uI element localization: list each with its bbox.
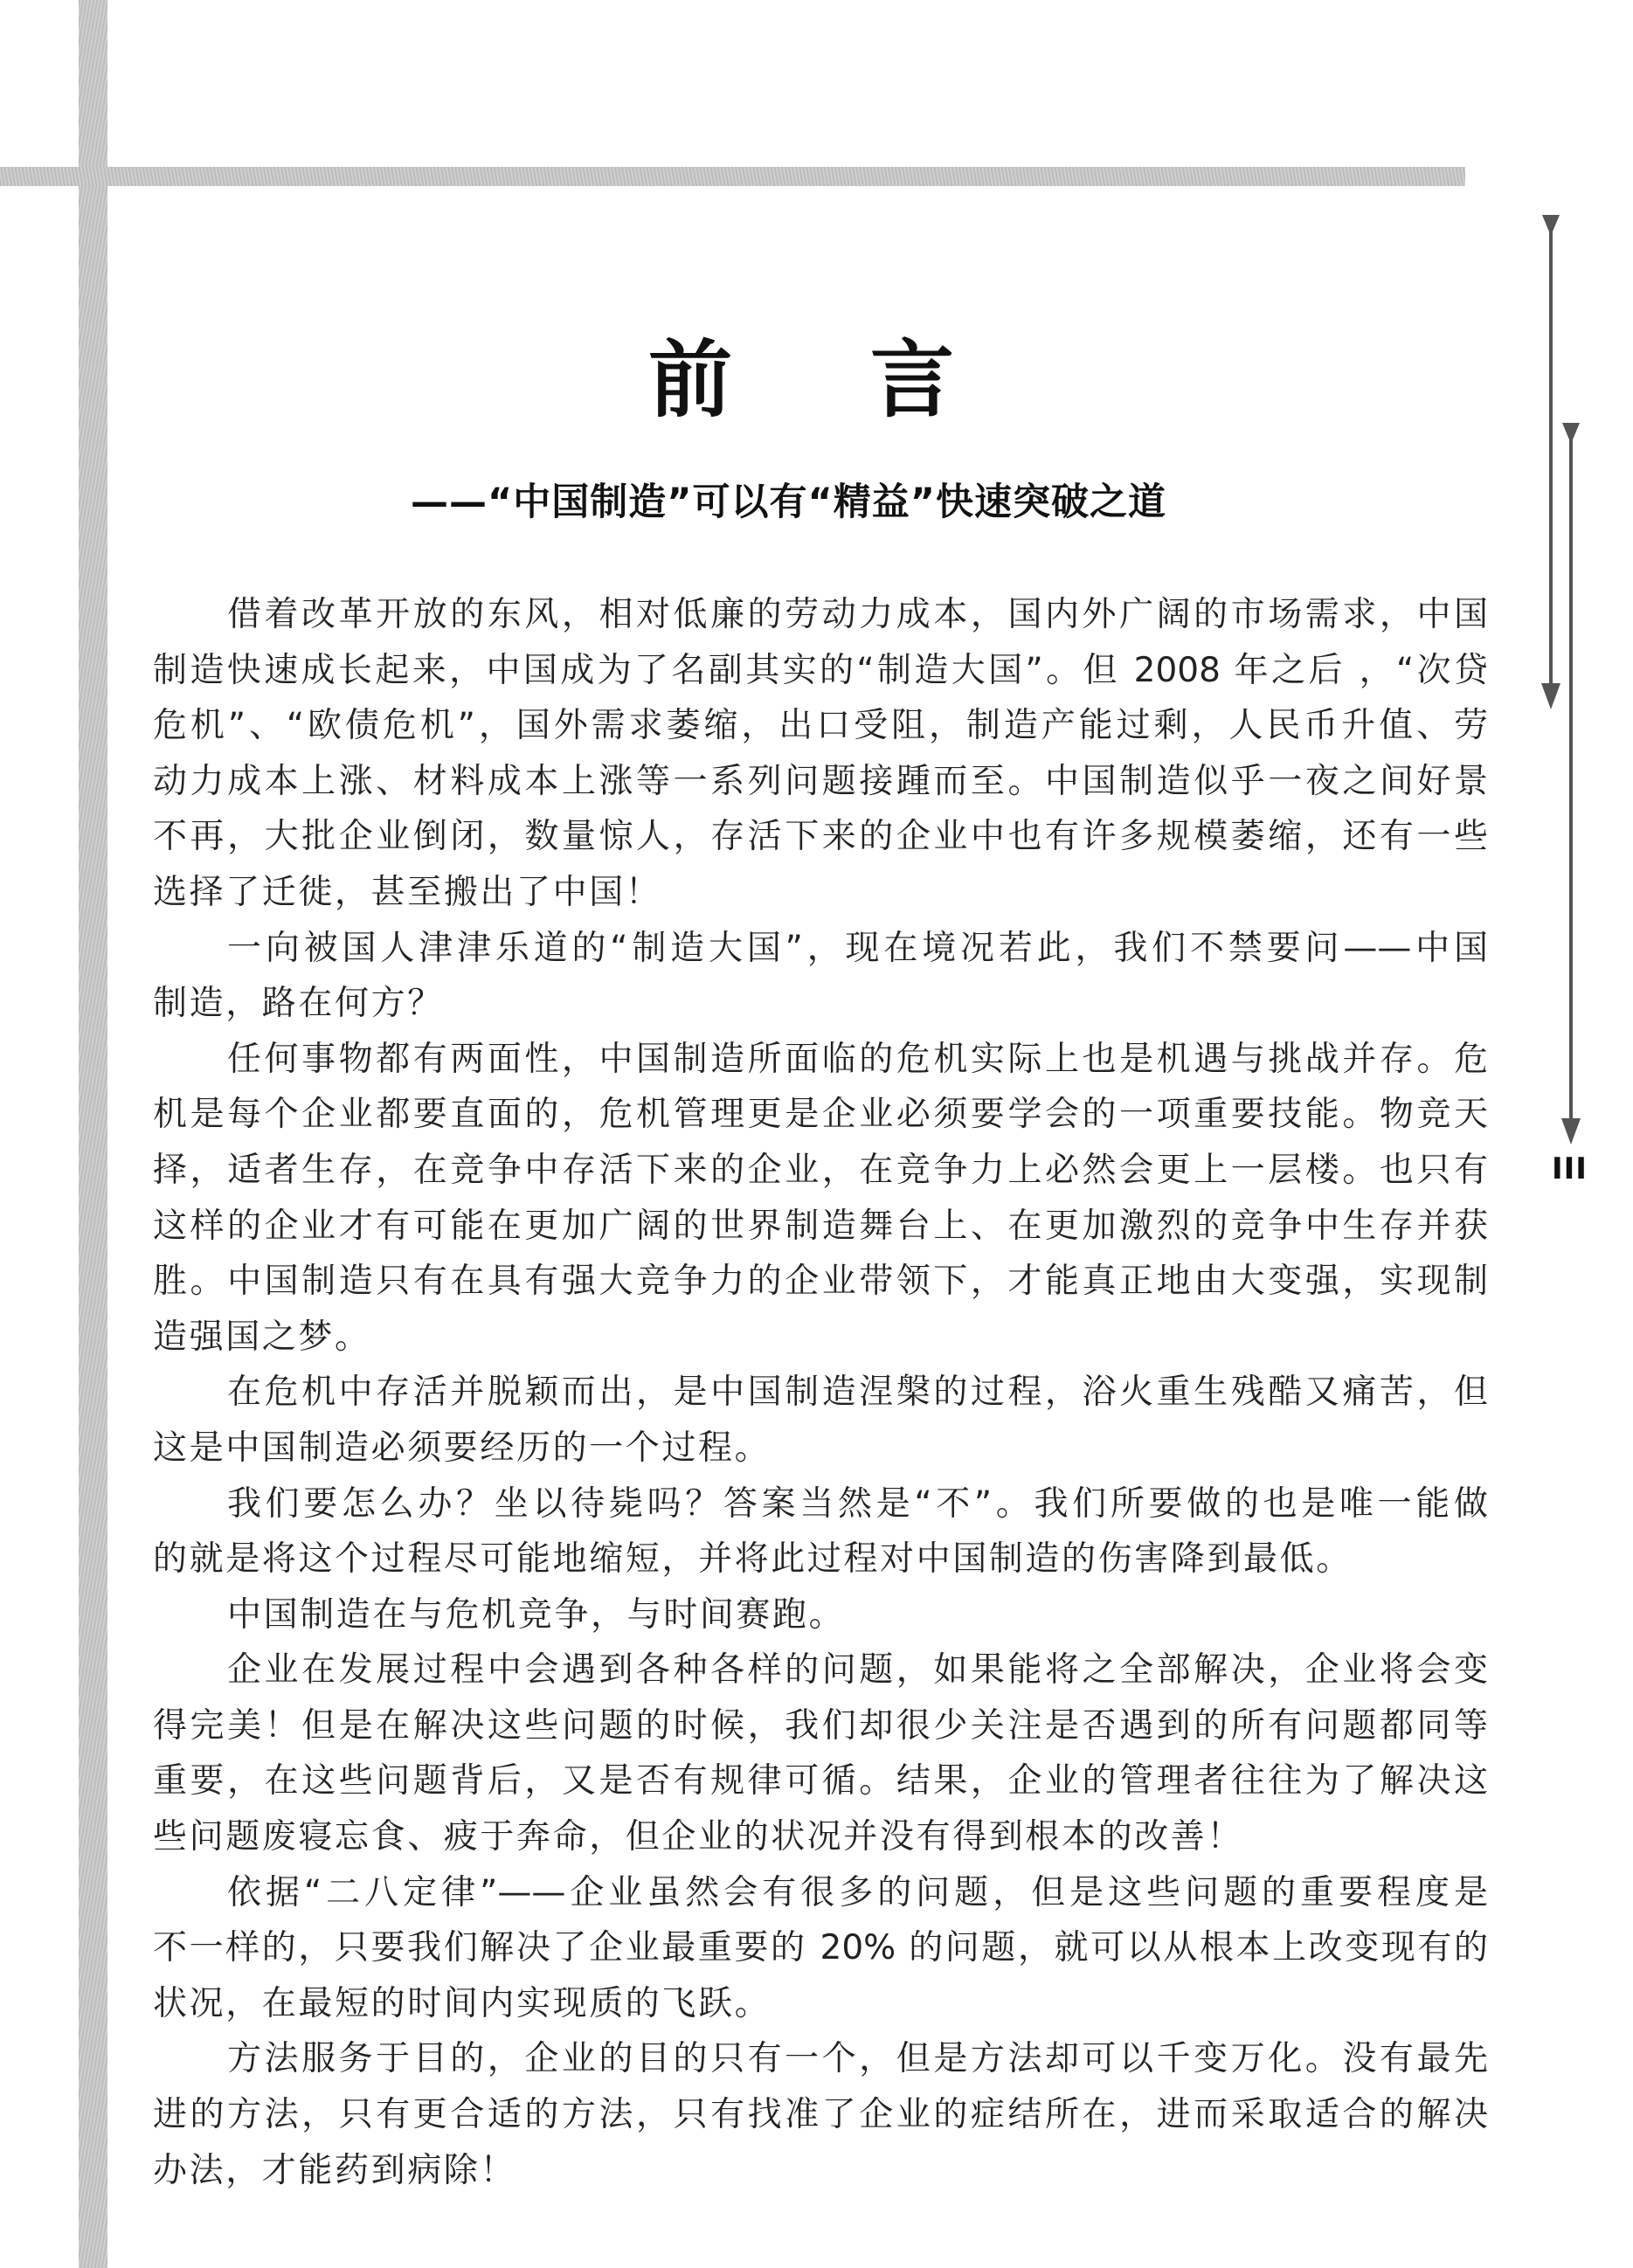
text-line: 动力成本上涨、材料成本上涨等一系列问题接踵而至。中国制造似乎一夜之间好景	[153, 761, 1488, 801]
text-line: 危机”、“欧债危机”，国外需求萎缩，出口受阻，制造产能过剩，人民币升值、劳	[153, 706, 1488, 746]
arrow-fletching-icon	[1542, 215, 1560, 236]
text-line: 选择了迁徙，甚至搬出了中国！	[153, 872, 662, 912]
paragraph	[153, 1642, 1488, 1864]
arrow-head-icon	[1541, 683, 1560, 709]
arrow-fletching-icon	[1562, 423, 1580, 444]
margin-arrow-2	[1569, 428, 1573, 1127]
body-text	[153, 587, 1488, 2198]
text-line: 方法服务于目的，企业的目的只有一个，但是方法却可以千变万化。没有最先	[227, 2039, 1488, 2079]
text-line: 机是每个企业都要直面的，危机管理更是企业必须要学会的一项重要技能。物竞天	[153, 1095, 1488, 1135]
text-line: 状况，在最短的时间内实现质的飞跃。	[153, 1983, 772, 2023]
text-line: 这样的企业才有可能在更加广阔的世界制造舞台上、在更加激烈的竞争中生存并获	[153, 1206, 1488, 1246]
text-line: 进的方法，只有更合适的方法，只有找准了企业的症结所在，进而采取适合的解决	[153, 2095, 1488, 2135]
text-line: 企业在发展过程中会遇到各种各样的问题，如果能将之全部解决，企业将会变	[227, 1650, 1488, 1691]
text-line: 重要，在这些问题背后，又是否有规律可循。结果，企业的管理者往往为了解决这	[153, 1761, 1488, 1801]
paragraph	[153, 1476, 1488, 1587]
title-char-1: 前	[648, 331, 732, 429]
paragraph	[153, 1865, 1488, 2032]
paragraph	[153, 1587, 1488, 1643]
text-line: 这是中国制造必须要经历的一个过程。	[153, 1428, 772, 1468]
paragraph	[153, 2031, 1488, 2198]
text-line: 依据“二八定律”——企业虽然会有很多的问题，但是这些问题的重要程度是	[227, 1872, 1488, 1912]
title-char-2: 言	[870, 331, 954, 429]
paragraph	[153, 1365, 1488, 1476]
text-line: 些问题废寝忘食、疲于奔命，但企业的状况并没有得到根本的改善！	[153, 1817, 1244, 1857]
text-line: 不一样的，只要我们解决了企业最重要的 20% 的问题，就可以从根本上改变现有的	[153, 1928, 1488, 1968]
text-line: 一向被国人津津乐道的“制造大国”，现在境况若此，我们不禁要问——中国	[227, 928, 1488, 968]
text-line: 制造快速成长起来，中国成为了名副其实的“制造大国”。但 2008 年之后 ，“次贷	[153, 650, 1488, 690]
page-title	[0, 332, 1633, 428]
text-line: 择，适者生存，在竞争中存活下来的企业，在竞争力上必然会更上一层楼。也只有	[153, 1150, 1488, 1190]
text-line: 制造，路在何方？	[153, 984, 444, 1024]
text-line: 胜。中国制造只有在具有强大竞争力的企业带领下，才能真正地由大变强，实现制	[153, 1262, 1488, 1302]
text-line: 造强国之梦。	[153, 1317, 371, 1357]
paragraph	[153, 921, 1488, 1032]
text-line: 中国制造在与危机竞争，与时间赛跑。	[227, 1594, 846, 1635]
text-line: 借着改革开放的东风，相对低廉的劳动力成本，国内外广阔的市场需求，中国	[227, 595, 1488, 634]
paragraph	[153, 587, 1488, 921]
text-line: 不再，大批企业倒闭，数量惊人，存活下来的企业中也有许多规模萎缩，还有一些	[153, 817, 1488, 857]
page-subtitle: ——“中国制造”可以有“精益”快速突破之道	[411, 481, 1167, 524]
text-line: 在危机中存活并脱颖而出，是中国制造涅槃的过程，浴火重生残酷又痛苦，但	[227, 1373, 1488, 1413]
page-number: III	[1552, 1151, 1588, 1186]
top-rule-bar	[0, 167, 1465, 186]
text-line: 得完美！但是在解决这些问题的时候，我们却很少关注是否遇到的所有问题都同等	[153, 1705, 1488, 1746]
paragraph	[153, 1032, 1488, 1366]
margin-arrow-1	[1549, 220, 1553, 692]
text-line: 的就是将这个过程尽可能地缩短，并将此过程对中国制造的伤害降到最低。	[153, 1539, 1353, 1580]
text-line: 任何事物都有两面性，中国制造所面临的危机实际上也是机遇与挑战并存。危	[227, 1039, 1488, 1079]
arrow-head-icon	[1561, 1118, 1581, 1144]
text-line: 我们要怎么办？坐以待毙吗？答案当然是“不”。我们所要做的也是唯一能做	[227, 1483, 1488, 1524]
text-line: 办法，才能药到病除！	[153, 2150, 517, 2190]
